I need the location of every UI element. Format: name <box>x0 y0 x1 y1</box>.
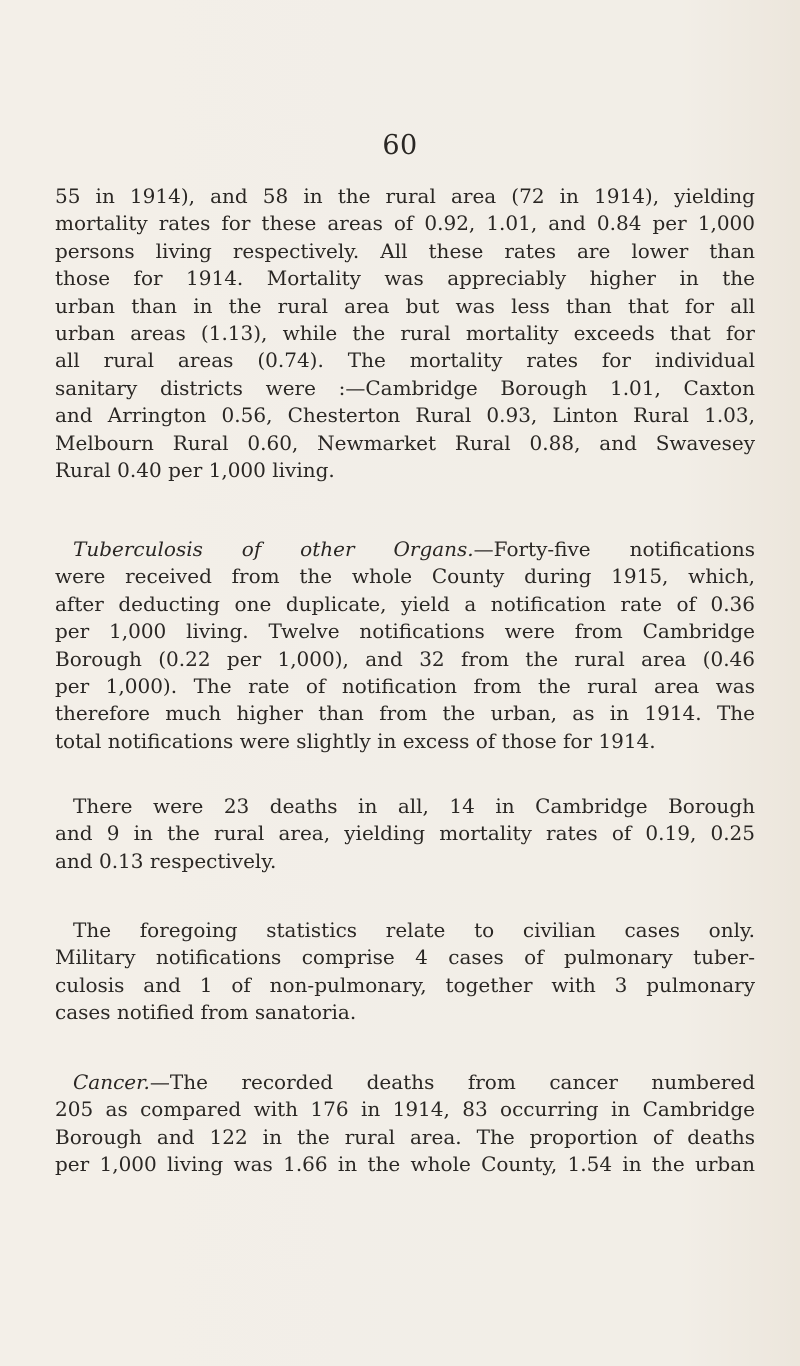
text-line: were received from the whole County during 1915, which, <box>55 564 755 589</box>
section-heading-tuberculosis: Tuberculosis of other Organs. <box>73 537 474 561</box>
text-line: Military notifications comprise 4 cases of pulmonary tuber- <box>55 945 755 970</box>
text-line: There were 23 deaths in all, 14 in Cambridge Borough <box>73 794 755 818</box>
text-line: Rural 0.40 per 1,000 living. <box>55 458 335 483</box>
text-line <box>55 536 755 563</box>
paragraph-tuberculosis <box>55 536 755 755</box>
text-line: all rural areas (0.74). The mortality rates for individual <box>55 348 755 373</box>
text-line: mortality rates for these areas of 0.92, 1.01, and 0.84 per 1,000 <box>55 211 755 236</box>
paragraph-deaths <box>55 793 755 875</box>
page-number: 60 <box>382 130 418 161</box>
paragraph-cancer <box>55 1069 755 1179</box>
text-line: and 9 in the rural area, yielding mortality rates of 0.19, 0.25 <box>55 821 755 846</box>
text-line: Borough and 122 in the rural area. The proportion of deaths <box>55 1124 755 1149</box>
section-heading-cancer: Cancer. <box>73 1070 150 1094</box>
text-line: per 1,000 living. Twelve notifications were from Cambridge <box>55 619 755 644</box>
text-run: —Forty-five notifications <box>473 537 756 561</box>
text-line: The foregoing statistics relate to civilian cases only. <box>73 918 755 942</box>
text-line: urban areas (1.13), while the rural mortality exceeds that for <box>55 321 755 346</box>
text-line: Melbourn Rural 0.60, Newmarket Rural 0.88, and Swavesey <box>55 430 755 455</box>
text-line: culosis and 1 of non-pulmonary, together with 3 pulmonary <box>55 972 755 997</box>
text-line: 205 as compared with 176 in 1914, 83 occurring in Cambridge <box>55 1097 755 1122</box>
paragraph-military <box>55 917 755 1027</box>
text-line: Borough (0.22 per 1,000), and 32 from the rural area (0.46 <box>55 646 755 671</box>
text-line: and 0.13 respectively. <box>55 848 277 873</box>
text-line: therefore much higher than from the urban, as in 1914. The <box>55 701 755 726</box>
text-line: cases notified from sanatoria. <box>55 1000 357 1025</box>
text-line: total notifications were slightly in excess of those for 1914. <box>55 728 656 753</box>
text-line <box>55 1069 755 1096</box>
text-line: per 1,000 living was 1.66 in the whole County, 1.54 in the urban <box>55 1152 755 1177</box>
text-line: urban than in the rural area but was less than that for all <box>55 293 755 318</box>
text-line: those for 1914. Mortality was appreciably higher in the <box>55 266 755 291</box>
text-line: 55 in 1914), and 58 in the rural area (72 in 1914), yielding <box>55 184 755 208</box>
text-line: persons living respectively. All these rates are lower than <box>55 238 755 263</box>
text-line: per 1,000). The rate of notification from the rural area was <box>55 674 755 699</box>
text-line: sanitary districts were :—Cambridge Borough 1.01, Caxton <box>55 375 755 400</box>
text-line: and Arrington 0.56, Chesterton Rural 0.93, Linton Rural 1.03, <box>55 403 755 428</box>
text-line: after deducting one duplicate, yield a notification rate of 0.36 <box>55 591 755 616</box>
paragraph-mortality <box>55 183 755 484</box>
text-run: —The recorded deaths from cancer numbered <box>149 1070 755 1094</box>
